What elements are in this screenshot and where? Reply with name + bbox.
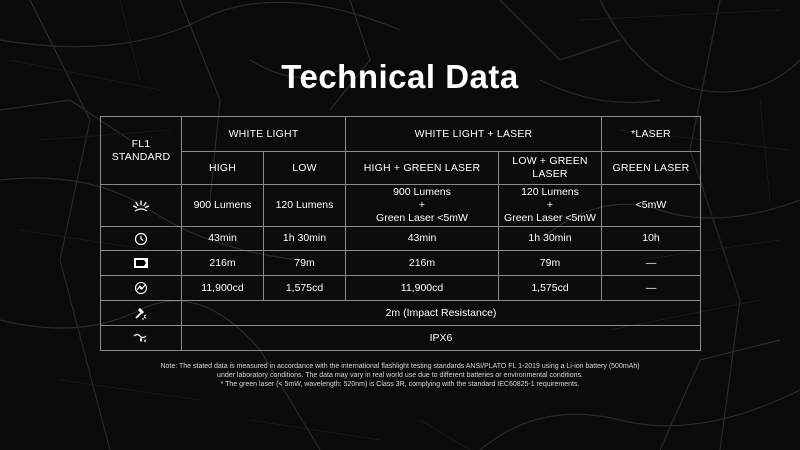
footnote-line: Note: The stated data is measured in accordance with the international flashlight testing standards ANSI/PLATO FL 1-2019 using a Li-ion battery (500mAh) xyxy=(160,363,640,370)
waterproof-value: IPX6 xyxy=(182,326,701,351)
runtime-high: 43min xyxy=(182,227,264,251)
runtime-high-laser: 43min xyxy=(346,227,499,251)
beam-distance-icon xyxy=(101,251,182,276)
distance-low-laser: 79m xyxy=(499,251,602,276)
high-header: HIGH xyxy=(182,152,264,185)
intensity-low: 1,575cd xyxy=(264,276,346,301)
table-row-distance xyxy=(101,251,701,276)
table-row-output xyxy=(101,185,701,227)
output-laser: <5mW xyxy=(602,185,701,227)
table-row-intensity xyxy=(101,276,701,301)
table-row-impact xyxy=(101,301,701,326)
spec-table xyxy=(100,116,701,351)
peak-intensity-icon xyxy=(101,276,182,301)
impact-value: 2m (Impact Resistance) xyxy=(182,301,701,326)
output-high: 900 Lumens xyxy=(182,185,264,227)
table-row-runtime xyxy=(101,227,701,251)
clock-icon xyxy=(101,227,182,251)
distance-low: 79m xyxy=(264,251,346,276)
output-low-laser: 120 Lumens + Green Laser <5mW xyxy=(499,185,602,227)
distance-laser: — xyxy=(602,251,701,276)
footnote-line: under laboratory conditions. The data may vary in real world use due to different batteries or environmental conditions. xyxy=(217,372,583,379)
runtime-laser: 10h xyxy=(602,227,701,251)
low-header: LOW xyxy=(264,152,346,185)
footnote-line: * The green laser (< 5mW, wavelength: 520nm) is Class 3R, complying with the standard IEC60825-1 requirements. xyxy=(220,381,580,388)
low-green-laser-header: LOW + GREEN LASER xyxy=(499,152,602,185)
laser-header: *LASER xyxy=(602,117,701,152)
waterproof-icon xyxy=(101,326,182,351)
output-low: 120 Lumens xyxy=(264,185,346,227)
page-title: Technical Data xyxy=(281,58,519,95)
white-light-laser-header: WHITE LIGHT + LASER xyxy=(346,117,602,152)
intensity-low-laser: 1,575cd xyxy=(499,276,602,301)
fl1-standard-header: FL1 STANDARD xyxy=(101,117,182,185)
high-green-laser-header: HIGH + GREEN LASER xyxy=(346,152,499,185)
impact-resistance-icon xyxy=(101,301,182,326)
runtime-low-laser: 1h 30min xyxy=(499,227,602,251)
intensity-high: 11,900cd xyxy=(182,276,264,301)
footnote xyxy=(60,362,740,389)
runtime-low: 1h 30min xyxy=(264,227,346,251)
distance-high: 216m xyxy=(182,251,264,276)
brightness-icon xyxy=(101,185,182,227)
intensity-laser: — xyxy=(602,276,701,301)
intensity-high-laser: 11,900cd xyxy=(346,276,499,301)
distance-high-laser: 216m xyxy=(346,251,499,276)
output-high-laser: 900 Lumens + Green Laser <5mW xyxy=(346,185,499,227)
green-laser-header: GREEN LASER xyxy=(602,152,701,185)
white-light-header: WHITE LIGHT xyxy=(182,117,346,152)
table-row-waterproof xyxy=(101,326,701,351)
